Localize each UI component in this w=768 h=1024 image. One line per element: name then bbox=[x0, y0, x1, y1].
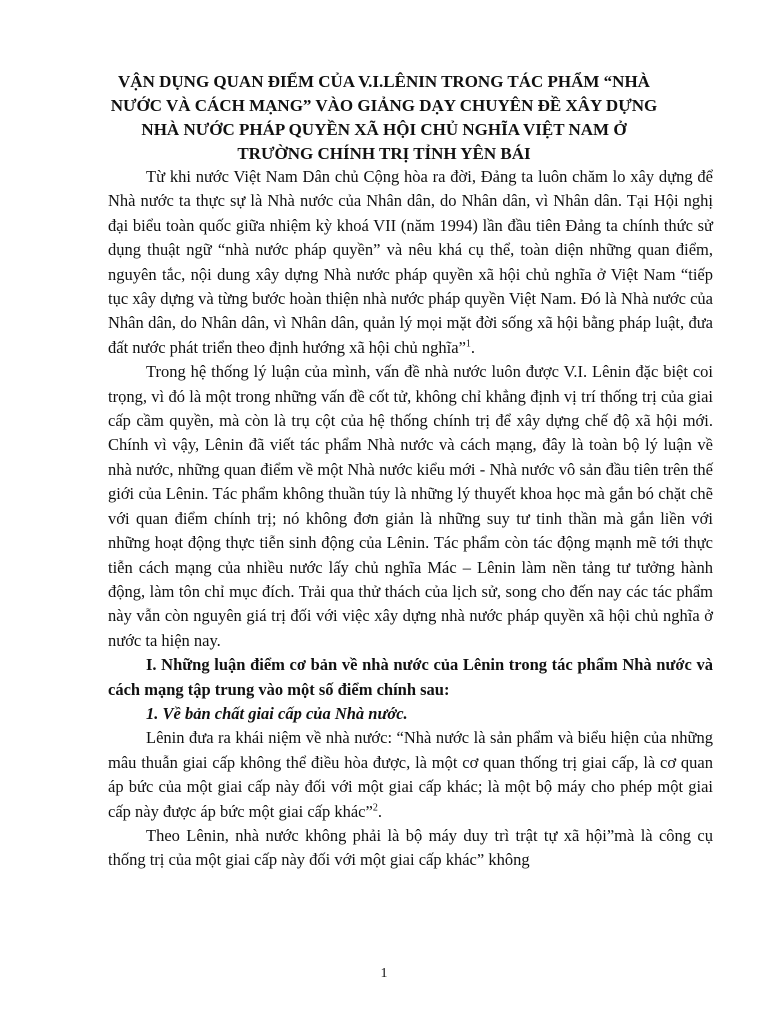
page-number: 1 bbox=[380, 966, 388, 981]
paragraph-state-concept-end: . bbox=[377, 801, 382, 821]
paragraph-state-tool: Theo Lênin, nhà nước không phải là bộ máy duy trì trật tự xã hội”mà là công cụ thống trị của một giai cấp này đối với một giai cấp khác” không bbox=[108, 825, 713, 870]
paragraph-intro-text: Từ khi nước Việt Nam Dân chủ Cộng hòa ra đời, Đảng ta luôn chăm lo xây dựng để Nhà nước ta thực sự là Nhà nước của Nhân dân, do Nhân dân, vì Nhân dân. Tại Hội nghị đại biểu toàn quốc giữa nhiệm kỳ khoá VII (năm 1994) lần đầu tiên Đảng ta chính thức sử dụng thuật ngữ “nhà nước pháp quyền” và nêu khá cụ thể, toàn diện những quan điểm, nguyên tắc, nội dung xây dựng Nhà nước pháp quyền xã hội chủ nghĩa ở Việt Nam “tiếp tục xây dựng và từng bước hoàn thiện nhà nước pháp quyền Việt Nam. Đó là Nhà nước của Nhân dân, do Nhân dân, vì Nhân dân, quản lý mọi mặt đời sống xã hội bằng pháp luật, đưa đất nước phát triển theo định hướng xã hội chủ nghĩa” bbox=[108, 167, 713, 357]
paragraph-state-concept bbox=[108, 726, 713, 824]
subsection-heading-1: 1. Về bản chất giai cấp của Nhà nước. bbox=[146, 703, 408, 723]
document-body bbox=[108, 165, 713, 873]
document-title: VẬN DỤNG QUAN ĐIỂM CỦA V.I.LÊNIN TRONG TÁC PHẨM “NHÀ NƯỚC VÀ CÁCH MẠNG” VÀO GIẢNG DẠY CHUYÊN ĐỀ XÂY DỰNG NHÀ NƯỚC PHÁP QUYỀN XÃ HỘI CHỦ NGHĨA VIỆT NAM Ở TRƯỜNG CHÍNH TRỊ TỈNH YÊN BÁI bbox=[110, 72, 658, 163]
paragraph-state-concept-text: Lênin đưa ra khái niệm về nhà nước: “Nhà nước là sản phẩm và biểu hiện của những mâu thuẫn giai cấp không thể điều hòa được, là một cơ quan thống trị giai cấp, là cơ quan áp bức của một giai cấp này đối với một giai cấp khác; là một bộ máy cho phép một giai cấp này được áp bức một giai cấp khác” bbox=[108, 728, 713, 821]
paragraph-lenin-theory: Trong hệ thống lý luận của mình, vấn đề nhà nước luôn được V.I. Lênin đặc biệt coi trọng, vì đó là một trong những vấn đề cốt tử, không chỉ khẳng định vị trí thống trị của giai cấp cầm quyền, mà còn là trụ cột của hệ thống chính trị để xây dựng chế độ xã hội mới. Chính vì vậy, Lênin đã viết tác phẩm Nhà nước và cách mạng, đây là toàn bộ lý luận về nhà nước, những quan điểm về một Nhà nước kiểu mới - Nhà nước vô sản đầu tiên trên thế giới của Lênin. Tác phẩm không thuần túy là những lý thuyết khoa học mà gắn bó chặt chẽ với quan điểm chính trị; nó không đơn giản là những suy tư tinh thần mà gắn liền với những hoạt động thực tiễn sinh động của Lênin. Tác phẩm còn tác động mạnh mẽ tới thực tiễn cách mạng của nhiều nước lấy chủ nghĩa Mác – Lênin làm nền tảng tư tưởng hành động, làm tôn chỉ mục đích. Trải qua thử thách của lịch sử, song cho đến nay các tác phẩm này vẫn còn nguyên giá trị đối với việc xây dựng nhà nước pháp quyền xã hội chủ nghĩa ở nước ta hiện nay. bbox=[108, 362, 713, 650]
paragraph-intro-end: . bbox=[470, 337, 476, 357]
footnote-ref-1[interactable]: 1 bbox=[465, 338, 471, 350]
paragraph-intro bbox=[108, 165, 713, 360]
section-heading-1: I. Những luận điểm cơ bản về nhà nước của Lênin trong tác phẩm Nhà nước và cách mạng tập trung vào một số điểm chính sau: bbox=[108, 655, 713, 699]
footnote-ref-2[interactable]: 2 bbox=[372, 802, 378, 814]
